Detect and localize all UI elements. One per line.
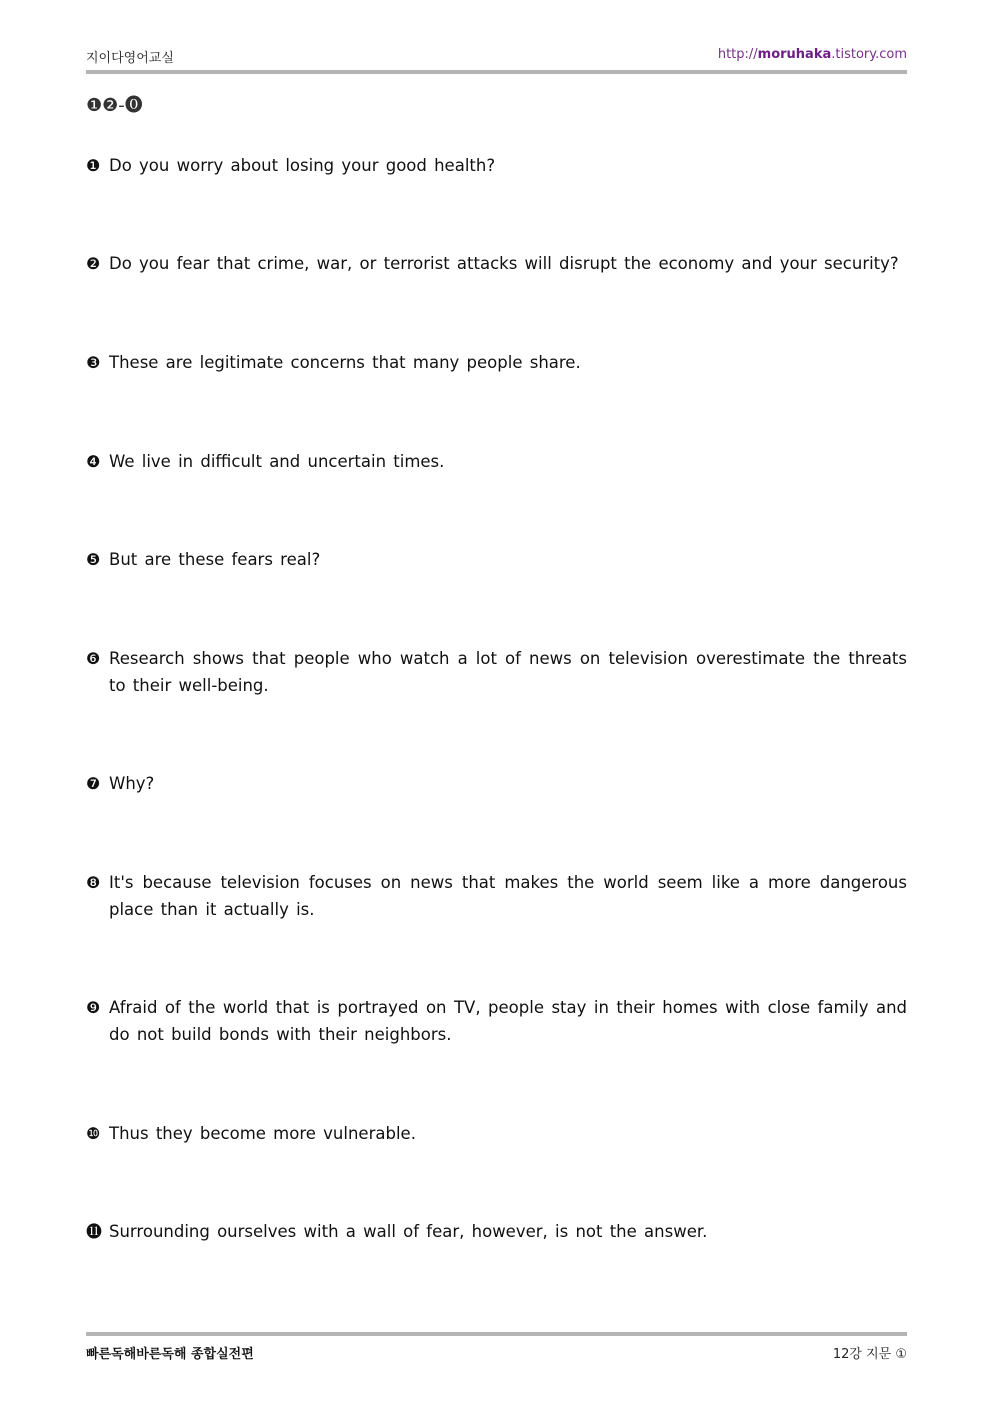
header-divider	[86, 70, 907, 74]
sentence-text: Thus they become more vulnerable.	[109, 1124, 416, 1143]
sentence-text: Do you fear that crime, war, or terrorist attacks will disrupt the economy and your security?	[109, 254, 899, 273]
sentence-1	[86, 152, 907, 179]
sentence-text: Do you worry about losing your good health?	[109, 156, 496, 175]
sentence-8	[86, 869, 907, 923]
sentence-text: Research shows that people who watch a lot of news on television overestimate the threats to their well-being.	[109, 649, 907, 695]
sentence-number: ❾	[86, 998, 101, 1017]
sentence-6	[86, 645, 907, 699]
sentence-7	[86, 770, 907, 797]
sentence-text: It's because television focuses on news that makes the world seem like a more dangerous place than it actually is.	[109, 873, 907, 919]
footer-book-title: 빠른독해바른독해 종합실전편	[86, 1347, 254, 1362]
header-title: 지이다영어교실	[86, 51, 174, 66]
section-badge: ❶❷-⓿	[86, 95, 143, 116]
sentence-text: Afraid of the world that is portrayed on TV, people stay in their homes with close family and do not build bonds with their neighbors.	[109, 998, 907, 1044]
sentence-number: ❺	[86, 550, 101, 569]
sentence-number: ❶	[86, 156, 101, 175]
sentence-3	[86, 349, 907, 376]
sentence-9	[86, 994, 907, 1048]
header-url[interactable]	[718, 47, 907, 62]
url-suffix: .tistory.com	[831, 47, 907, 62]
sentence-2	[86, 250, 907, 277]
sentence-number: ❿	[86, 1124, 101, 1143]
sentence-number: ❹	[86, 452, 101, 471]
sentence-text: These are legitimate concerns that many people share.	[109, 353, 581, 372]
sentence-number: ❼	[86, 774, 101, 793]
url-prefix: http://	[717, 47, 758, 62]
sentence-number: ❸	[86, 353, 101, 372]
sentence-number: ❷	[86, 254, 101, 273]
page-header	[86, 44, 907, 66]
sentence-number: ❻	[86, 649, 101, 668]
sentence-text: Surrounding ourselves with a wall of fear, however, is not the answer.	[109, 1222, 708, 1241]
sentence-11	[86, 1218, 907, 1245]
sentence-text: But are these fears real?	[109, 550, 321, 569]
footer-divider	[86, 1332, 907, 1336]
sentence-4	[86, 448, 907, 475]
sentence-number: ❽	[86, 873, 101, 892]
sentence-text: We live in difficult and uncertain times.	[109, 452, 445, 471]
url-bold: moruhaka	[757, 47, 832, 62]
sentence-number: ⓫	[86, 1222, 103, 1241]
sentence-text: Why?	[109, 774, 155, 793]
sentence-10	[86, 1120, 907, 1147]
footer-lesson: 12강 지문 ①	[832, 1347, 907, 1362]
sentence-5	[86, 546, 907, 573]
